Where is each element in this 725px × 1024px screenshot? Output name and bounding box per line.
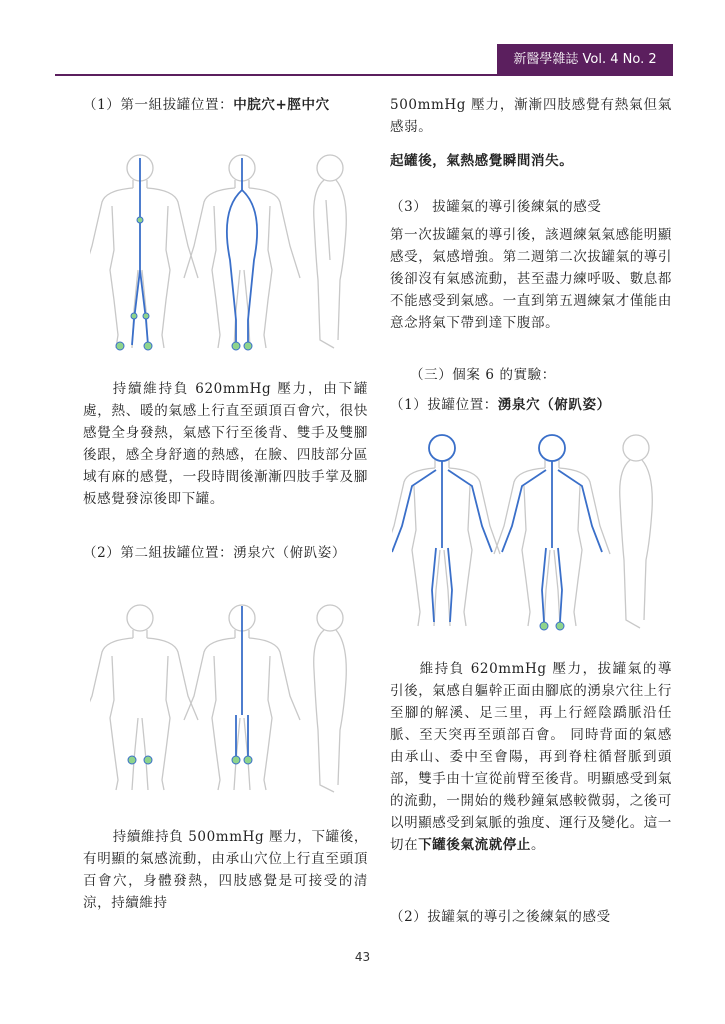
paragraph-2 [83, 826, 368, 914]
paragraph-0-text: 500mmHg 壓力，漸漸四肢感覺有熱氣但氣感弱。 [390, 97, 672, 135]
heading-group-2 [83, 542, 368, 564]
side-body-outline-2 [314, 605, 347, 792]
journal-header [497, 44, 673, 76]
heading-4: （三）個案 6 的實驗： [410, 367, 556, 383]
heading-group-5 [390, 394, 672, 416]
heading-5-bold: 湧泉穴（俯趴姿） [497, 397, 611, 413]
heading-group-6 [390, 906, 672, 928]
side-body-outline-3 [620, 435, 653, 628]
heading-group-4 [410, 364, 670, 386]
paragraph-4-end: 。 [531, 837, 546, 853]
meridian-lines [132, 158, 257, 345]
paragraph-0-bold: 起罐後，氣熱感覺瞬間消失。 [390, 153, 574, 169]
front-body-outline-2 [90, 605, 198, 790]
paragraph-2-text: 持續維持負 500mmHg 壓力，下罐後，有明顯的氣感流動，由承山穴位上行直至頭頂百會穴，身體發熱，四肢感覺是可接受的清涼，持續維持 [83, 829, 368, 911]
page-number: 43 [354, 950, 371, 964]
journal-title: 新醫學雜誌 Vol. 4 No. 2 [513, 52, 657, 67]
acupoint-marks-3 [540, 622, 564, 630]
paragraph-1-text: 持續維持負 620mmHg 壓力，由下罐處，熱、暖的氣感上行直至頭頂百會穴，很快感覺全身發熱，氣感下行至後背、雙手及雙腳後跟，感全身舒適的熱感，在臉、四肢部分區域有麻的感覺，一段時間後漸漸四肢手掌及腳板感覺發涼後即下罐。 [83, 381, 368, 507]
paragraph-3-text: 第一次拔罐氣的導引後，該週練氣氣感能明顯感受，氣感增強。第二週第二次拔罐氣的導引後卻沒有氣感流動，甚至盡力練呼吸、數息都不能感受到氣感。一直到第五週練氣才僅能由意念將氣下帶到達下腹部。 [390, 227, 672, 331]
heading-6: （2）拔罐氣的導引之後練氣的感受 [390, 909, 611, 925]
heading-1-bold: 中脘穴+脛中穴 [233, 97, 330, 113]
figure-group-3 [392, 430, 672, 640]
paragraph-3 [390, 224, 672, 334]
front-body-outline [90, 155, 198, 348]
heading-5-prefix: （1）拔罐位置： [390, 397, 498, 413]
paragraph-4 [390, 658, 672, 856]
side-body-outline [314, 155, 347, 348]
header-rule [55, 74, 673, 76]
figure-group-1 [90, 150, 370, 362]
paragraph-4-text: 維持負 620mmHg 壓力，拔罐氣的導引後，氣感自軀幹正面由腳底的湧泉穴往上行至腳的解溪、足三里，再上行經陰蹻脈沿任脈、至天突再至頭部百會。 同時背面的氣感由承山、委中至會陽，再到脊柱循督脈到頭部，雙手由十宣從前臂至後背。明顯感受到氣的流動，一開始的幾秒鐘氣感較微弱，之後可以明顯感受到氣脈的強度、運行及變化。這一切在 [390, 661, 672, 853]
heading-group-3 [390, 196, 672, 218]
paragraph-4-bold: 下罐後氣流就停止 [418, 837, 532, 853]
acupoint-marks-2 [128, 756, 252, 764]
meridian-lines-3 [392, 435, 602, 622]
heading-2: （2）第二組拔罐位置：湧泉穴（俯趴姿） [83, 545, 346, 561]
paragraph-1 [83, 378, 368, 510]
heading-3: （3） 拔罐氣的導引後練氣的感受 [390, 199, 602, 215]
figure-group-2 [90, 600, 370, 800]
heading-1-prefix: （1）第一組拔罐位置： [83, 97, 234, 113]
paragraph-0 [390, 94, 672, 172]
heading-group-1 [83, 94, 368, 116]
